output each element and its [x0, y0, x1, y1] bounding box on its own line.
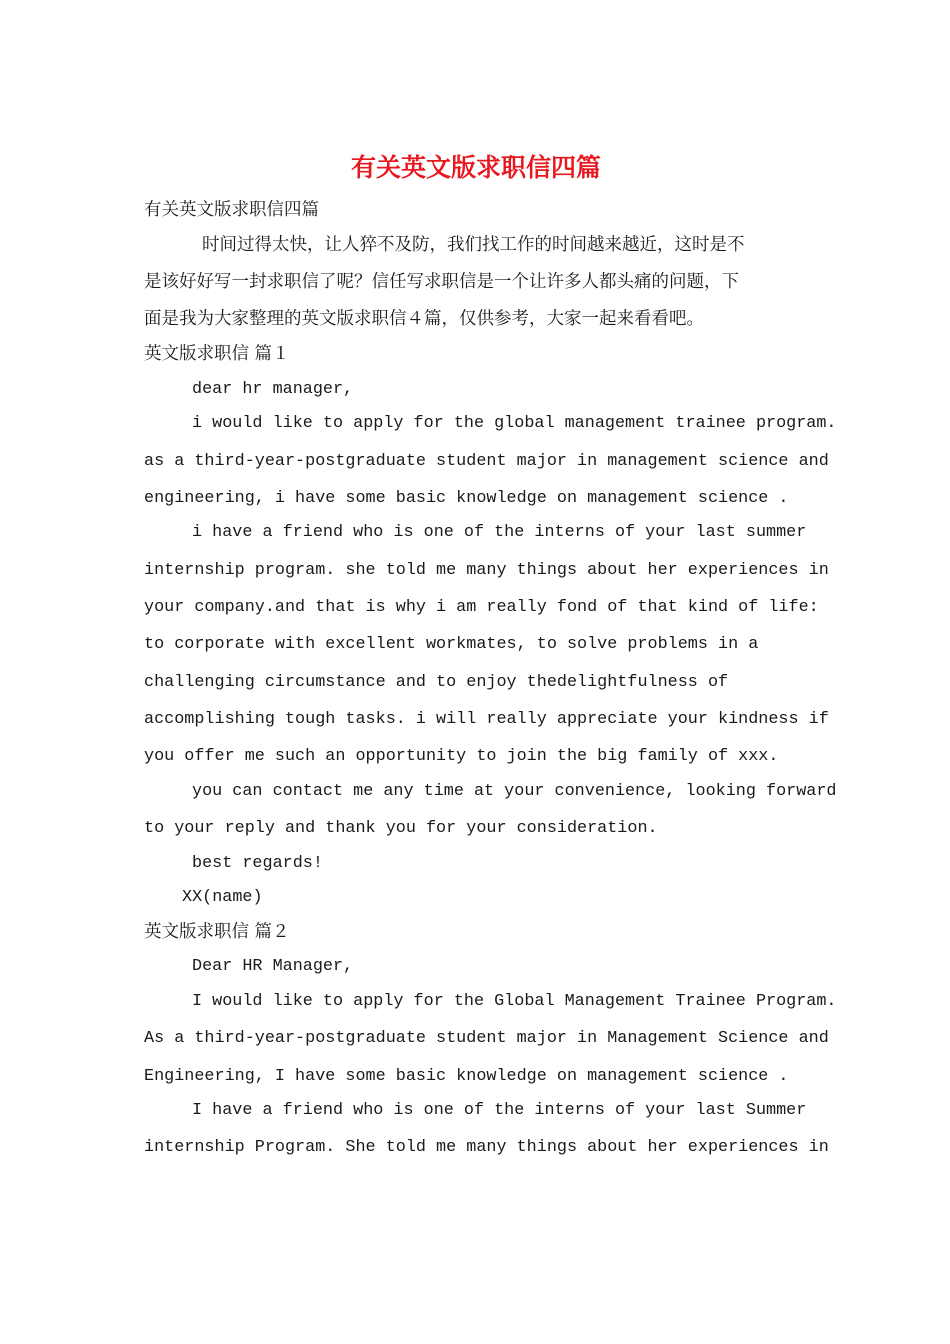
- text-line: best regards!: [192, 854, 323, 873]
- text-line: Engineering, I have some basic knowledge on management science .: [144, 1067, 789, 1086]
- text-line: internship Program. She told me many things about her experiences in: [144, 1138, 829, 1157]
- document-title: 有关英文版求职信四篇: [350, 153, 601, 182]
- text-line: As a third-year-postgraduate student major in Management Science and: [144, 1029, 829, 1048]
- text-line: accomplishing tough tasks. i will really appreciate your kindness if: [144, 710, 829, 729]
- text-line: XX(name): [182, 888, 263, 907]
- text-line: you can contact me any time at your convenience, looking forward: [192, 782, 837, 801]
- text-line: Dear HR Manager,: [192, 957, 354, 976]
- text-line: challenging circumstance and to enjoy thedelightfulness of: [144, 673, 729, 692]
- text-line: 时间过得太快，让人猝不及防，我们找工作的时间越来越近，这时是不: [202, 235, 745, 255]
- text-line: to your reply and thank you for your consideration.: [144, 819, 658, 838]
- text-line: internship program. she told me many things about her experiences in: [144, 561, 829, 580]
- text-line: I have a friend who is one of the interns of your last Summer: [192, 1101, 807, 1120]
- text-line: 有关英文版求职信四篇: [144, 200, 319, 220]
- text-line: 英文版求职信 篇１: [144, 344, 290, 364]
- text-line: 英文版求职信 篇２: [144, 922, 290, 942]
- text-line: you offer me such an opportunity to join the big family of xxx.: [144, 747, 779, 766]
- text-line: your company.and that is why i am really fond of that kind of life:: [144, 598, 819, 617]
- text-line: 面是我为大家整理的英文版求职信４篇，仅供参考，大家一起来看看吧。: [144, 309, 704, 329]
- text-line: engineering, i have some basic knowledge on management science .: [144, 489, 789, 508]
- text-line: i have a friend who is one of the interns of your last summer: [192, 523, 807, 542]
- text-line: i would like to apply for the global management trainee program.: [192, 414, 837, 433]
- text-line: to corporate with excellent workmates, to solve problems in a: [144, 635, 759, 654]
- text-line: I would like to apply for the Global Management Trainee Program.: [192, 992, 837, 1011]
- text-line: as a third-year-postgraduate student major in management science and: [144, 452, 829, 471]
- text-line: dear hr manager,: [192, 380, 354, 399]
- text-line: 是该好好写一封求职信了呢？信任写求职信是一个让许多人都头痛的问题，下: [144, 272, 739, 292]
